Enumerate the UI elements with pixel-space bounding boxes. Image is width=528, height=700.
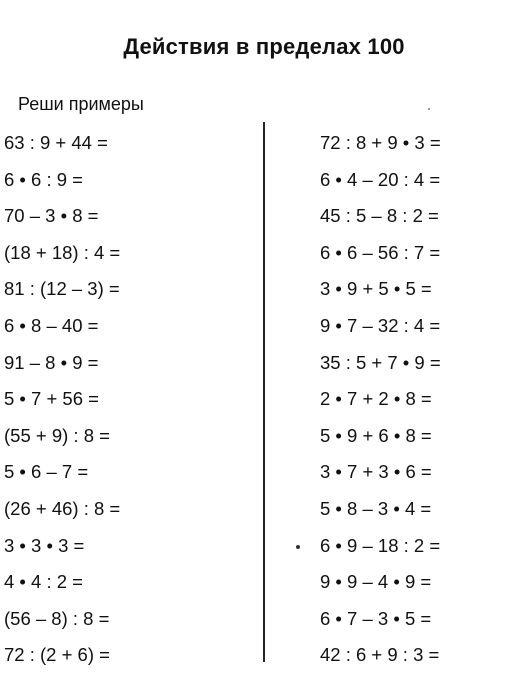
page-title: Действия в пределах 100 — [123, 34, 405, 59]
example-item: 70 – 3 • 8 = — [4, 205, 99, 227]
example-item: 3 • 3 • 3 = — [4, 534, 85, 556]
example-item: (18 + 18) : 4 = — [4, 241, 121, 263]
example-item: 9 • 9 – 4 • 9 = — [320, 571, 432, 593]
example-item: 6 • 8 – 40 = — [4, 314, 99, 336]
example-item: 91 – 8 • 9 = — [4, 351, 99, 373]
example-item: 5 • 9 + 6 • 8 = — [320, 424, 432, 446]
instruction-text: Реши примеры — [18, 94, 144, 114]
example-item: 81 : (12 – 3) = — [4, 278, 120, 300]
example-item: 6 • 6 : 9 = — [4, 168, 83, 190]
example-item: 6 • 7 – 3 • 5 = — [320, 607, 432, 629]
scan-speck — [428, 108, 430, 110]
example-item: 3 • 9 + 5 • 5 = — [320, 278, 432, 300]
example-item: 2 • 7 + 2 • 8 = — [320, 388, 432, 410]
example-item: (55 + 9) : 8 = — [4, 424, 110, 446]
example-item: 72 : (2 + 6) = — [4, 644, 110, 666]
example-item: 72 : 8 + 9 • 3 = — [320, 132, 441, 153]
scan-speck — [296, 545, 300, 549]
example-item: 6 • 9 – 18 : 2 = — [320, 534, 441, 556]
right-examples-column — [320, 125, 441, 674]
example-item: 9 • 7 – 32 : 4 = — [320, 314, 441, 336]
example-item: 5 • 7 + 56 = — [4, 388, 99, 410]
example-item: 63 : 9 + 44 = — [4, 132, 108, 153]
example-item: 35 : 5 + 7 • 9 = — [320, 351, 441, 373]
example-item: 4 • 4 : 2 = — [4, 571, 83, 593]
example-item: (56 – 8) : 8 = — [4, 607, 110, 629]
left-examples-column — [4, 125, 120, 674]
example-item: 5 • 8 – 3 • 4 = — [320, 497, 432, 519]
example-item: 3 • 7 + 3 • 6 = — [320, 461, 432, 483]
example-item: 45 : 5 – 8 : 2 = — [320, 205, 439, 227]
example-item: (26 + 46) : 8 = — [4, 497, 121, 519]
column-divider — [263, 122, 265, 662]
example-item: 6 • 6 – 56 : 7 = — [320, 241, 441, 263]
example-item: 42 : 6 + 9 : 3 = — [320, 644, 440, 666]
example-item: 6 • 4 – 20 : 4 = — [320, 168, 441, 190]
example-item: 5 • 6 – 7 = — [4, 461, 89, 483]
